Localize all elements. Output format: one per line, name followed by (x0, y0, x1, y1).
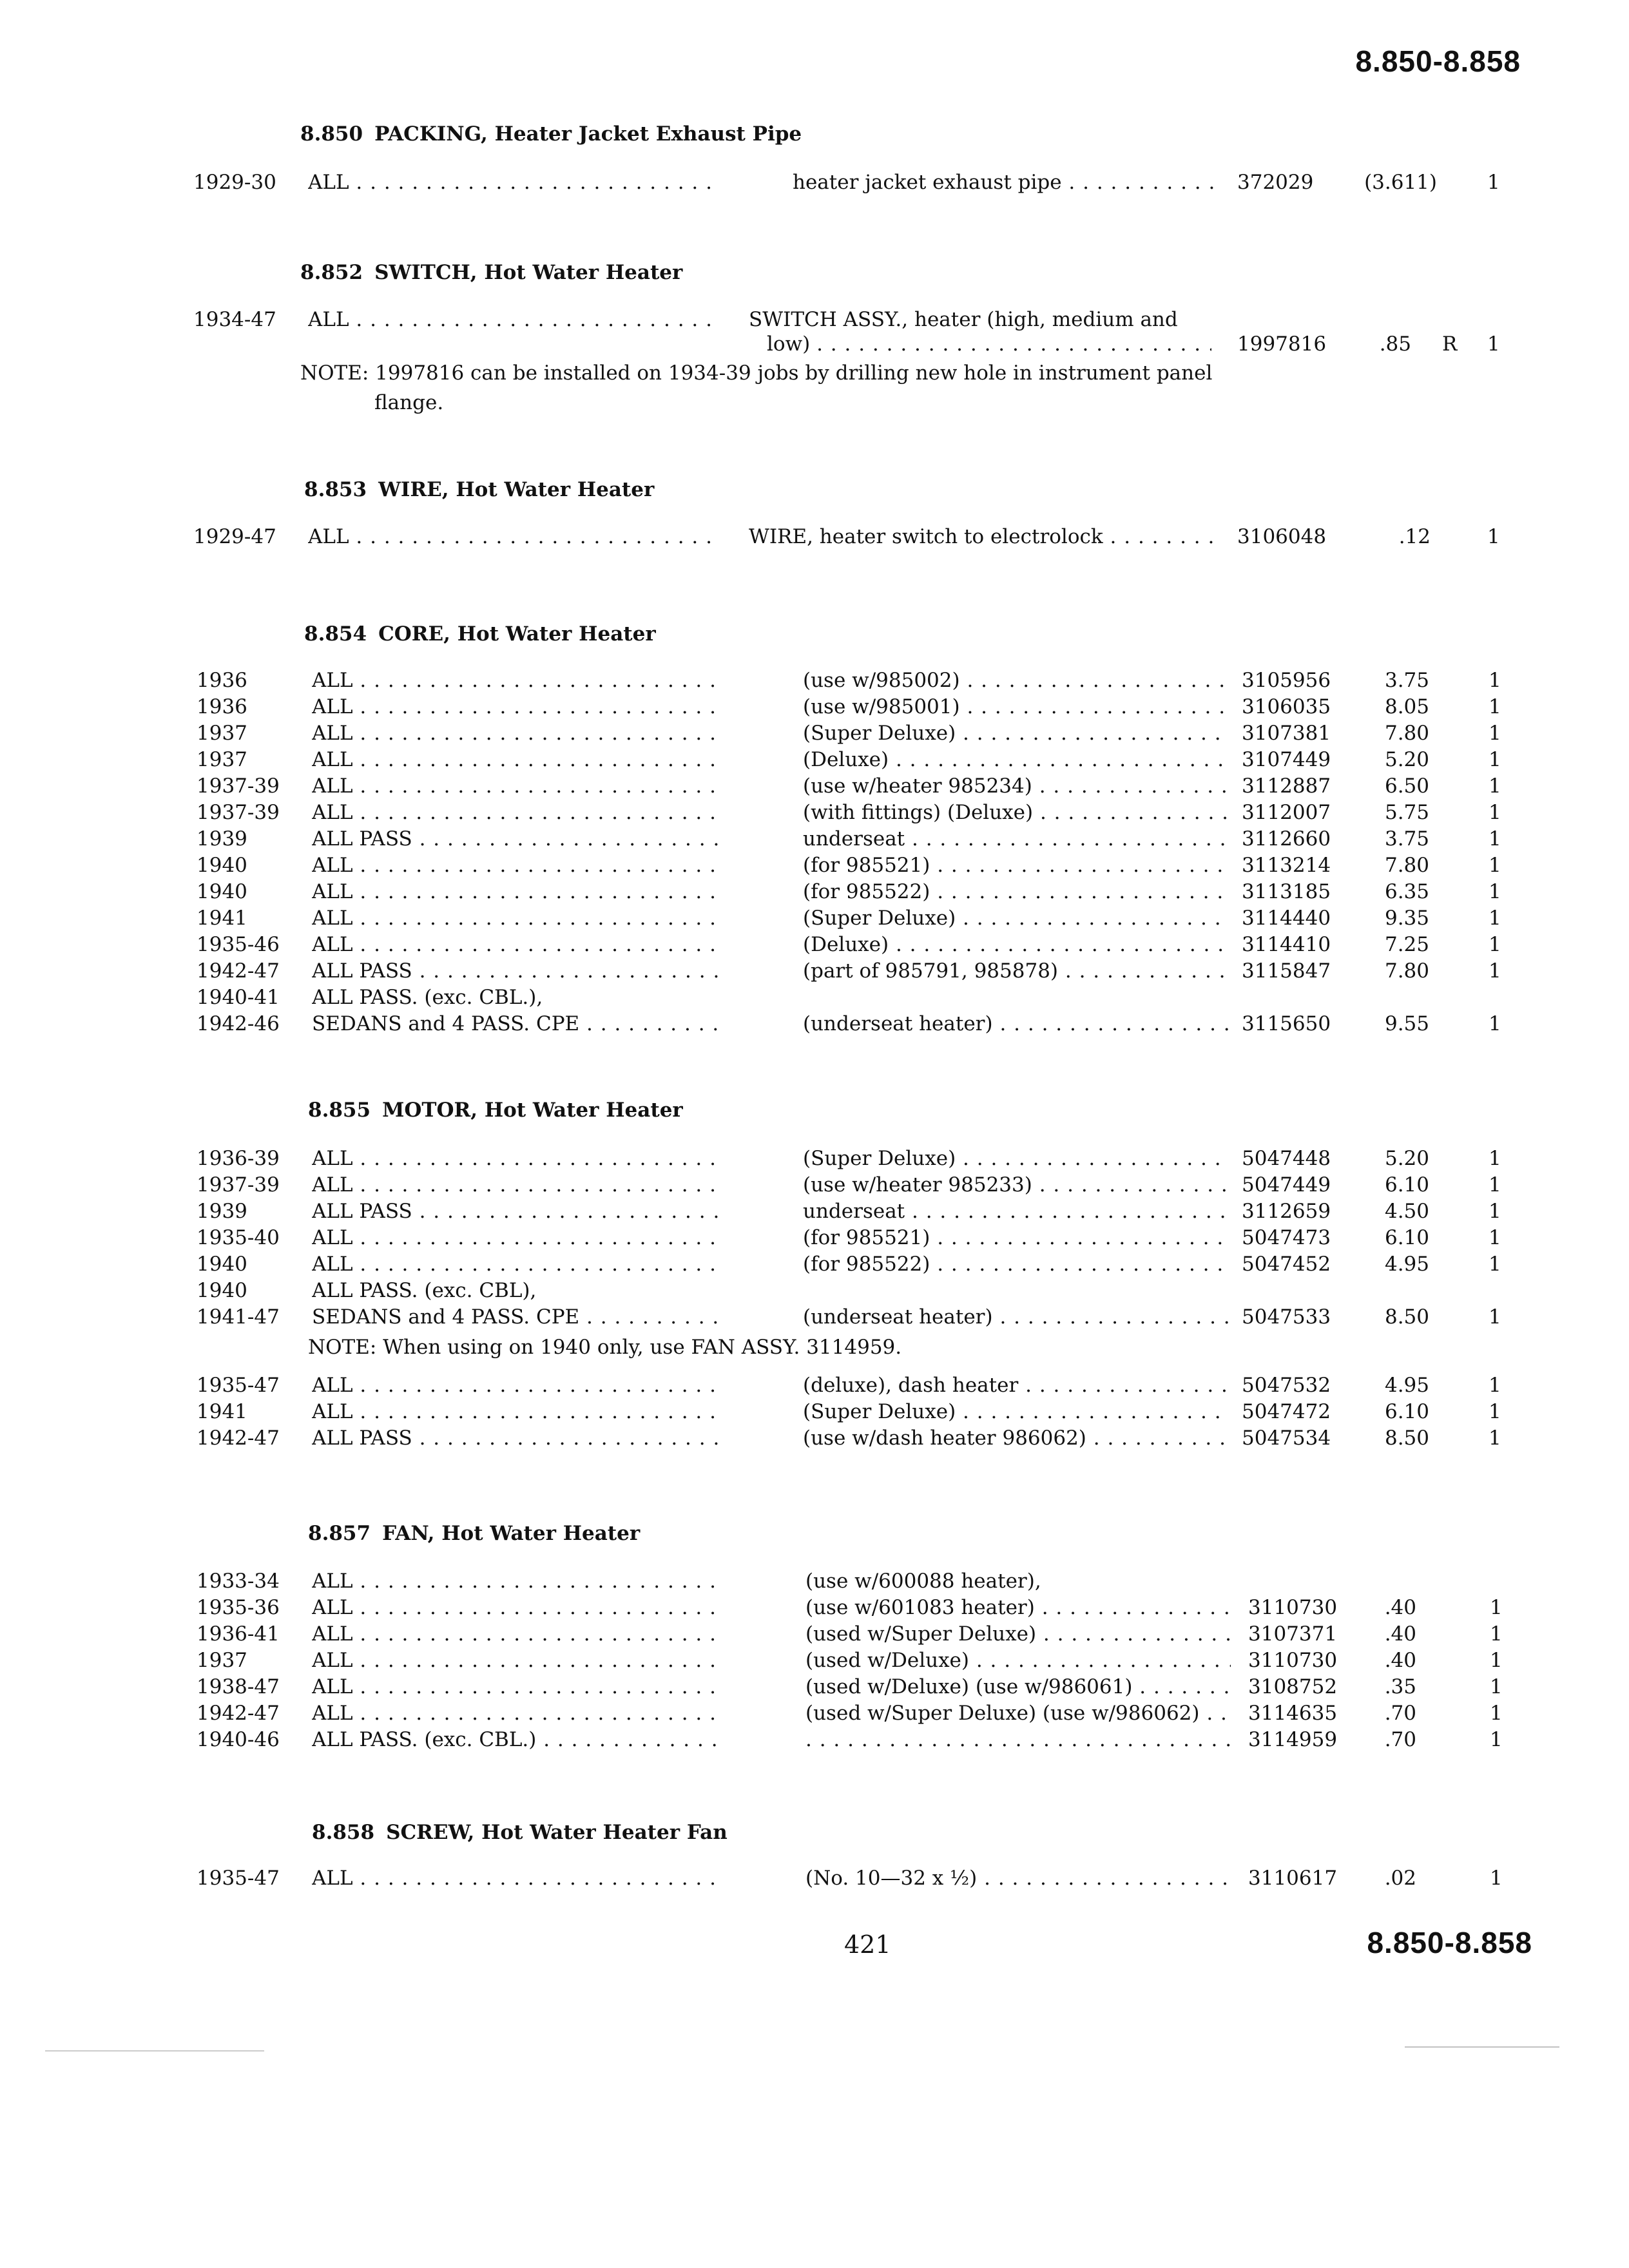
model-cell: ALL PASS . . . (312, 827, 724, 850)
year-cell: 1933-34 (197, 1570, 280, 1593)
year-cell: 1936-41 (197, 1622, 280, 1646)
part-number-cell: 5047449 (1242, 1173, 1331, 1196)
part-number-cell: 5047473 (1242, 1226, 1331, 1249)
price-cell: .40 (1384, 1622, 1416, 1646)
code-cell: R (1442, 332, 1458, 356)
model-cell: ALL . . . (312, 880, 724, 903)
part-number-cell: 5047448 (1242, 1147, 1331, 1170)
price-cell: 6.10 (1384, 1226, 1429, 1249)
section-title: WIRE, Hot Water Heater (378, 478, 655, 501)
model-cell: ALL PASS. (exc. CBL.), (312, 986, 543, 1009)
price-cell: .85 (1379, 332, 1411, 356)
quantity-cell: 1 (1487, 525, 1500, 548)
parts-row (0, 907, 1629, 932)
year-cell: 1940 (197, 880, 247, 903)
parts-row (0, 1570, 1629, 1595)
section-number: 8.854 (304, 622, 367, 646)
model-cell: ALL . . . (312, 1253, 724, 1276)
price-cell: (3.611) (1364, 171, 1437, 194)
note-line: flange. (374, 391, 444, 414)
price-cell: 4.50 (1384, 1200, 1429, 1223)
part-number-cell: 372029 (1237, 171, 1314, 194)
parts-row (0, 1200, 1629, 1225)
part-number-cell: 3114440 (1242, 907, 1331, 930)
description-line-1: SWITCH ASSY., heater (high, medium and (749, 308, 1178, 331)
model-cell: ALL . . . (312, 1622, 724, 1646)
description-cell: (Super Deluxe) . . . (803, 722, 1228, 745)
year-cell: 1937-39 (197, 774, 280, 798)
description-cell: (used w/Super Deluxe) (use w/986062) . . . (805, 1702, 1231, 1725)
year-cell: 1937-39 (197, 801, 280, 824)
section-title: FAN, Hot Water Heater (382, 1522, 641, 1545)
parts-row (0, 1012, 1629, 1038)
page-number: 421 (844, 1930, 891, 1959)
price-cell: .35 (1384, 1675, 1416, 1698)
model-cell: ALL . . . (312, 722, 724, 745)
quantity-cell: 1 (1489, 774, 1501, 798)
model-cell: ALL . . . (312, 1173, 724, 1196)
year-cell: 1942-47 (197, 1702, 280, 1725)
parts-row (0, 801, 1629, 827)
section-title: SWITCH, Hot Water Heater (374, 261, 683, 284)
parts-row (0, 1622, 1629, 1648)
part-number-cell: 3114959 (1248, 1728, 1338, 1751)
section-heading-8852 (300, 261, 682, 284)
description-cell: (Super Deluxe) . . . (803, 1147, 1228, 1170)
year-cell: 1940 (197, 854, 247, 877)
quantity-cell: 1 (1489, 827, 1501, 850)
part-number-cell: 3106035 (1242, 695, 1331, 718)
price-cell: 7.80 (1384, 722, 1429, 745)
parts-row (0, 1305, 1629, 1331)
quantity-cell: 1 (1490, 1728, 1503, 1751)
year-cell: 1929-30 (193, 171, 276, 194)
description-cell: (for 985522) . . . (803, 1253, 1228, 1276)
price-cell: 4.95 (1384, 1374, 1429, 1397)
part-number-cell: 3110730 (1248, 1596, 1338, 1619)
price-cell: .70 (1384, 1702, 1416, 1725)
year-cell: 1941 (197, 907, 247, 930)
quantity-cell: 1 (1489, 1253, 1501, 1276)
part-number-cell: 3115847 (1242, 959, 1331, 983)
scan-artifact (1405, 2046, 1559, 2048)
parts-row (0, 1279, 1629, 1305)
quantity-cell: 1 (1489, 669, 1501, 692)
section-heading-8857 (308, 1522, 640, 1545)
model-cell: ALL . . . (312, 1675, 724, 1698)
section-number: 8.852 (300, 261, 363, 284)
section-heading-8855 (308, 1099, 683, 1122)
section-title: SCREW, Hot Water Heater Fan (386, 1821, 728, 1844)
year-cell: 1942-46 (197, 1012, 280, 1035)
note-line: NOTE: When using on 1940 only, use FAN ASSY. 3114959. (308, 1336, 902, 1359)
part-number-cell: 3107381 (1242, 722, 1331, 745)
part-number-cell: 3107371 (1248, 1622, 1338, 1646)
section-number: 8.855 (308, 1099, 371, 1122)
description-cell: WIRE, heater switch to electrolock . . . (749, 525, 1213, 548)
price-cell: .40 (1384, 1596, 1416, 1619)
quantity-cell: 1 (1489, 722, 1501, 745)
model-cell: ALL PASS. (exc. CBL.) . . . (312, 1728, 724, 1751)
price-cell: 6.10 (1384, 1173, 1429, 1196)
parts-row (0, 1867, 1629, 1892)
model-cell: ALL . . . (312, 854, 724, 877)
year-cell: 1940 (197, 1279, 247, 1302)
parts-row (0, 1253, 1629, 1278)
part-number-cell: 3112887 (1242, 774, 1331, 798)
model-cell: ALL . . . (308, 308, 720, 331)
parts-row (0, 880, 1629, 906)
section-number: 8.857 (308, 1522, 371, 1545)
quantity-cell: 1 (1489, 1226, 1501, 1249)
part-number-cell: 5047533 (1242, 1305, 1331, 1329)
part-number-cell: 3112660 (1242, 827, 1331, 850)
model-cell: ALL PASS . . . (312, 1200, 724, 1223)
section-title: CORE, Hot Water Heater (378, 622, 656, 646)
price-cell: 5.20 (1384, 1147, 1429, 1170)
section-heading-8854 (304, 622, 656, 646)
part-number-cell: 3115650 (1242, 1012, 1331, 1035)
section-heading-8858 (312, 1821, 728, 1844)
year-cell: 1941 (197, 1400, 247, 1423)
part-number-cell: 3114635 (1248, 1702, 1338, 1725)
description-cell: (for 985521) . . . (803, 1226, 1228, 1249)
year-cell: 1937 (197, 722, 247, 745)
price-cell: 5.75 (1384, 801, 1429, 824)
model-cell: ALL . . . (312, 1374, 724, 1397)
page-range-header: 8.850-8.858 (1355, 44, 1521, 78)
model-cell: ALL . . . (312, 748, 724, 771)
part-number-cell: 3110617 (1248, 1867, 1338, 1890)
model-cell: ALL . . . (308, 171, 720, 194)
part-number-cell: 5047472 (1242, 1400, 1331, 1423)
year-cell: 1942-47 (197, 959, 280, 983)
year-cell: 1935-47 (197, 1867, 280, 1890)
parts-row (0, 1374, 1629, 1399)
quantity-cell: 1 (1489, 880, 1501, 903)
part-number-cell: 5047452 (1242, 1253, 1331, 1276)
description-cell: (used w/Super Deluxe) . . . (805, 1622, 1231, 1646)
year-cell: 1935-46 (197, 933, 280, 956)
quantity-cell: 1 (1489, 959, 1501, 983)
quantity-cell: 1 (1489, 1400, 1501, 1423)
quantity-cell: 1 (1489, 748, 1501, 771)
section-heading-8850 (300, 122, 802, 146)
description-cell: (use w/dash heater 986062) . . . (803, 1427, 1228, 1450)
description-cell: (used w/Deluxe) . . . (805, 1649, 1231, 1672)
quantity-cell: 1 (1487, 332, 1500, 356)
description-cell: (Super Deluxe) . . . (803, 1400, 1228, 1423)
year-cell: 1936-39 (197, 1147, 280, 1170)
part-number-cell: 3110730 (1248, 1649, 1338, 1672)
part-number-cell: 3107449 (1242, 748, 1331, 771)
section-note (300, 358, 1215, 418)
model-cell: ALL . . . (312, 1226, 724, 1249)
price-cell: 9.55 (1384, 1012, 1429, 1035)
parts-row (0, 933, 1629, 959)
model-cell: ALL . . . (312, 1702, 724, 1725)
parts-row (0, 827, 1629, 853)
quantity-cell: 1 (1490, 1649, 1503, 1672)
quantity-cell: 1 (1489, 1374, 1501, 1397)
model-cell: ALL . . . (312, 695, 724, 718)
quantity-cell: 1 (1489, 933, 1501, 956)
price-cell: 7.80 (1384, 959, 1429, 983)
year-cell: 1939 (197, 827, 247, 850)
quantity-cell: 1 (1490, 1867, 1503, 1890)
quantity-cell: 1 (1490, 1675, 1503, 1698)
parts-row (0, 774, 1629, 800)
parts-row (0, 722, 1629, 747)
model-cell: ALL . . . (312, 669, 724, 692)
parts-row (0, 986, 1629, 1012)
year-cell: 1934-47 (193, 308, 276, 331)
description-cell: (No. 10—32 x ½) . . . (805, 1867, 1231, 1890)
parts-row (0, 1226, 1629, 1252)
price-cell: .12 (1398, 525, 1431, 548)
section-number: 8.858 (312, 1821, 375, 1844)
quantity-cell: 1 (1489, 907, 1501, 930)
page-range-footer: 8.850-8.858 (1367, 1926, 1532, 1959)
model-cell: SEDANS and 4 PASS. CPE . . . (312, 1305, 724, 1329)
description-cell: underseat . . . (803, 1200, 1228, 1223)
part-number-cell: 3112007 (1242, 801, 1331, 824)
year-cell: 1935-40 (197, 1226, 280, 1249)
price-cell: 3.75 (1384, 669, 1429, 692)
year-cell: 1937 (197, 748, 247, 771)
price-cell: 9.35 (1384, 907, 1429, 930)
model-cell: ALL . . . (312, 1596, 724, 1619)
description-cell: low) . . . (767, 332, 1211, 356)
description-cell: (Super Deluxe) . . . (803, 907, 1228, 930)
model-cell: ALL . . . (312, 1400, 724, 1423)
model-cell: ALL PASS . . . (312, 1427, 724, 1450)
parts-row (0, 1173, 1629, 1199)
model-cell: ALL . . . (312, 774, 724, 798)
model-cell: ALL PASS. (exc. CBL), (312, 1279, 537, 1302)
parts-row (0, 695, 1629, 721)
description-cell: heater jacket exhaust pipe . . . (793, 171, 1218, 194)
section-note (308, 1332, 1223, 1362)
parts-row-continuation (0, 332, 1629, 358)
description-cell: (use w/601083 heater) . . . (805, 1596, 1231, 1619)
quantity-cell: 1 (1490, 1596, 1503, 1619)
quantity-cell: 1 (1489, 1427, 1501, 1450)
year-cell: 1935-36 (197, 1596, 280, 1619)
price-cell: 7.80 (1384, 854, 1429, 877)
quantity-cell: 1 (1490, 1702, 1503, 1725)
price-cell: 4.95 (1384, 1253, 1429, 1276)
quantity-cell: 1 (1487, 171, 1500, 194)
model-cell: ALL . . . (312, 1147, 724, 1170)
price-cell: 6.10 (1384, 1400, 1429, 1423)
model-cell: ALL PASS . . . (312, 959, 724, 983)
price-cell: 5.20 (1384, 748, 1429, 771)
model-cell: ALL . . . (312, 933, 724, 956)
part-number-cell: 5047532 (1242, 1374, 1331, 1397)
year-cell: 1940 (197, 1253, 247, 1276)
year-cell: 1936 (197, 669, 247, 692)
parts-row (0, 1675, 1629, 1701)
section-heading-8853 (304, 478, 654, 501)
parts-row (0, 959, 1629, 985)
price-cell: 8.50 (1384, 1427, 1429, 1450)
year-cell: 1942-47 (197, 1427, 280, 1450)
price-cell: .02 (1384, 1867, 1416, 1890)
description-cell: (used w/Deluxe) (use w/986061) . . . (805, 1675, 1231, 1698)
description-cell: (for 985522) . . . (803, 880, 1228, 903)
section-title: MOTOR, Hot Water Heater (382, 1099, 683, 1122)
parts-row (0, 171, 1629, 197)
parts-row (0, 669, 1629, 695)
description-cell: (for 985521) . . . (803, 854, 1228, 877)
model-cell: ALL . . . (312, 1867, 724, 1890)
description-cell: underseat . . . (803, 827, 1228, 850)
section-number: 8.853 (304, 478, 367, 501)
description-cell: (Deluxe) . . . (803, 748, 1228, 771)
parts-row (0, 525, 1629, 551)
parts-row (0, 854, 1629, 879)
description-cell: (deluxe), dash heater . . . (803, 1374, 1228, 1397)
price-cell: 6.50 (1384, 774, 1429, 798)
section-title: PACKING, Heater Jacket Exhaust Pipe (374, 122, 802, 146)
scan-artifact (45, 2050, 264, 2052)
quantity-cell: 1 (1489, 801, 1501, 824)
description-cell: (part of 985791, 985878) . . . (803, 959, 1228, 983)
quantity-cell: 1 (1489, 1012, 1501, 1035)
part-number-cell: 3105956 (1242, 669, 1331, 692)
description-cell: (use w/985001) . . . (803, 695, 1228, 718)
quantity-cell: 1 (1489, 1200, 1501, 1223)
parts-row (0, 1596, 1629, 1622)
section-number: 8.850 (300, 122, 363, 146)
description-cell: (underseat heater) . . . (803, 1012, 1228, 1035)
parts-row (0, 1400, 1629, 1426)
model-cell: ALL . . . (312, 1570, 724, 1593)
part-number-cell: 5047534 (1242, 1427, 1331, 1450)
description-cell: (with fittings) (Deluxe) . . . (803, 801, 1228, 824)
note-line: NOTE: 1997816 can be installed on 1934-39 jobs by drilling new hole in instrument panel (300, 361, 1213, 385)
year-cell: 1941-47 (197, 1305, 280, 1329)
model-cell: SEDANS and 4 PASS. CPE . . . (312, 1012, 724, 1035)
part-number-cell: 3112659 (1242, 1200, 1331, 1223)
quantity-cell: 1 (1489, 854, 1501, 877)
parts-row (0, 1427, 1629, 1452)
part-number-cell: 3114410 (1242, 933, 1331, 956)
model-cell: ALL . . . (308, 525, 720, 548)
description-cell: (use w/600088 heater), (805, 1570, 1041, 1593)
parts-row (0, 1728, 1629, 1754)
quantity-cell: 1 (1489, 695, 1501, 718)
price-cell: .70 (1384, 1728, 1416, 1751)
parts-row (0, 1649, 1629, 1675)
model-cell: ALL . . . (312, 907, 724, 930)
model-cell: ALL . . . (312, 1649, 724, 1672)
price-cell: 8.05 (1384, 695, 1429, 718)
year-cell: 1937 (197, 1649, 247, 1672)
description-cell: (use w/heater 985234) . . . (803, 774, 1228, 798)
quantity-cell: 1 (1490, 1622, 1503, 1646)
description-cell: (use w/985002) . . . (803, 669, 1228, 692)
parts-row (0, 308, 1629, 334)
year-cell: 1939 (197, 1200, 247, 1223)
description-cell: (use w/heater 985233) . . . (803, 1173, 1228, 1196)
description-cell (805, 1728, 1231, 1751)
year-cell: 1935-47 (197, 1374, 280, 1397)
price-cell: 8.50 (1384, 1305, 1429, 1329)
year-cell: 1940-41 (197, 986, 280, 1009)
year-cell: 1929-47 (193, 525, 276, 548)
quantity-cell: 1 (1489, 1147, 1501, 1170)
part-number-cell: 3113214 (1242, 854, 1331, 877)
part-number-cell: 3108752 (1248, 1675, 1338, 1698)
price-cell: .40 (1384, 1649, 1416, 1672)
price-cell: 7.25 (1384, 933, 1429, 956)
part-number-cell: 1997816 (1237, 332, 1327, 356)
parts-row (0, 1702, 1629, 1727)
description-cell: (Deluxe) . . . (803, 933, 1228, 956)
part-number-cell: 3113185 (1242, 880, 1331, 903)
parts-row (0, 748, 1629, 774)
model-cell: ALL . . . (312, 801, 724, 824)
quantity-cell: 1 (1489, 1173, 1501, 1196)
year-cell: 1940-46 (197, 1728, 280, 1751)
description-cell: (underseat heater) . . . (803, 1305, 1228, 1329)
quantity-cell: 1 (1489, 1305, 1501, 1329)
year-cell: 1938-47 (197, 1675, 280, 1698)
parts-row (0, 1147, 1629, 1173)
price-cell: 6.35 (1384, 880, 1429, 903)
part-number-cell: 3106048 (1237, 525, 1327, 548)
year-cell: 1936 (197, 695, 247, 718)
price-cell: 3.75 (1384, 827, 1429, 850)
year-cell: 1937-39 (197, 1173, 280, 1196)
